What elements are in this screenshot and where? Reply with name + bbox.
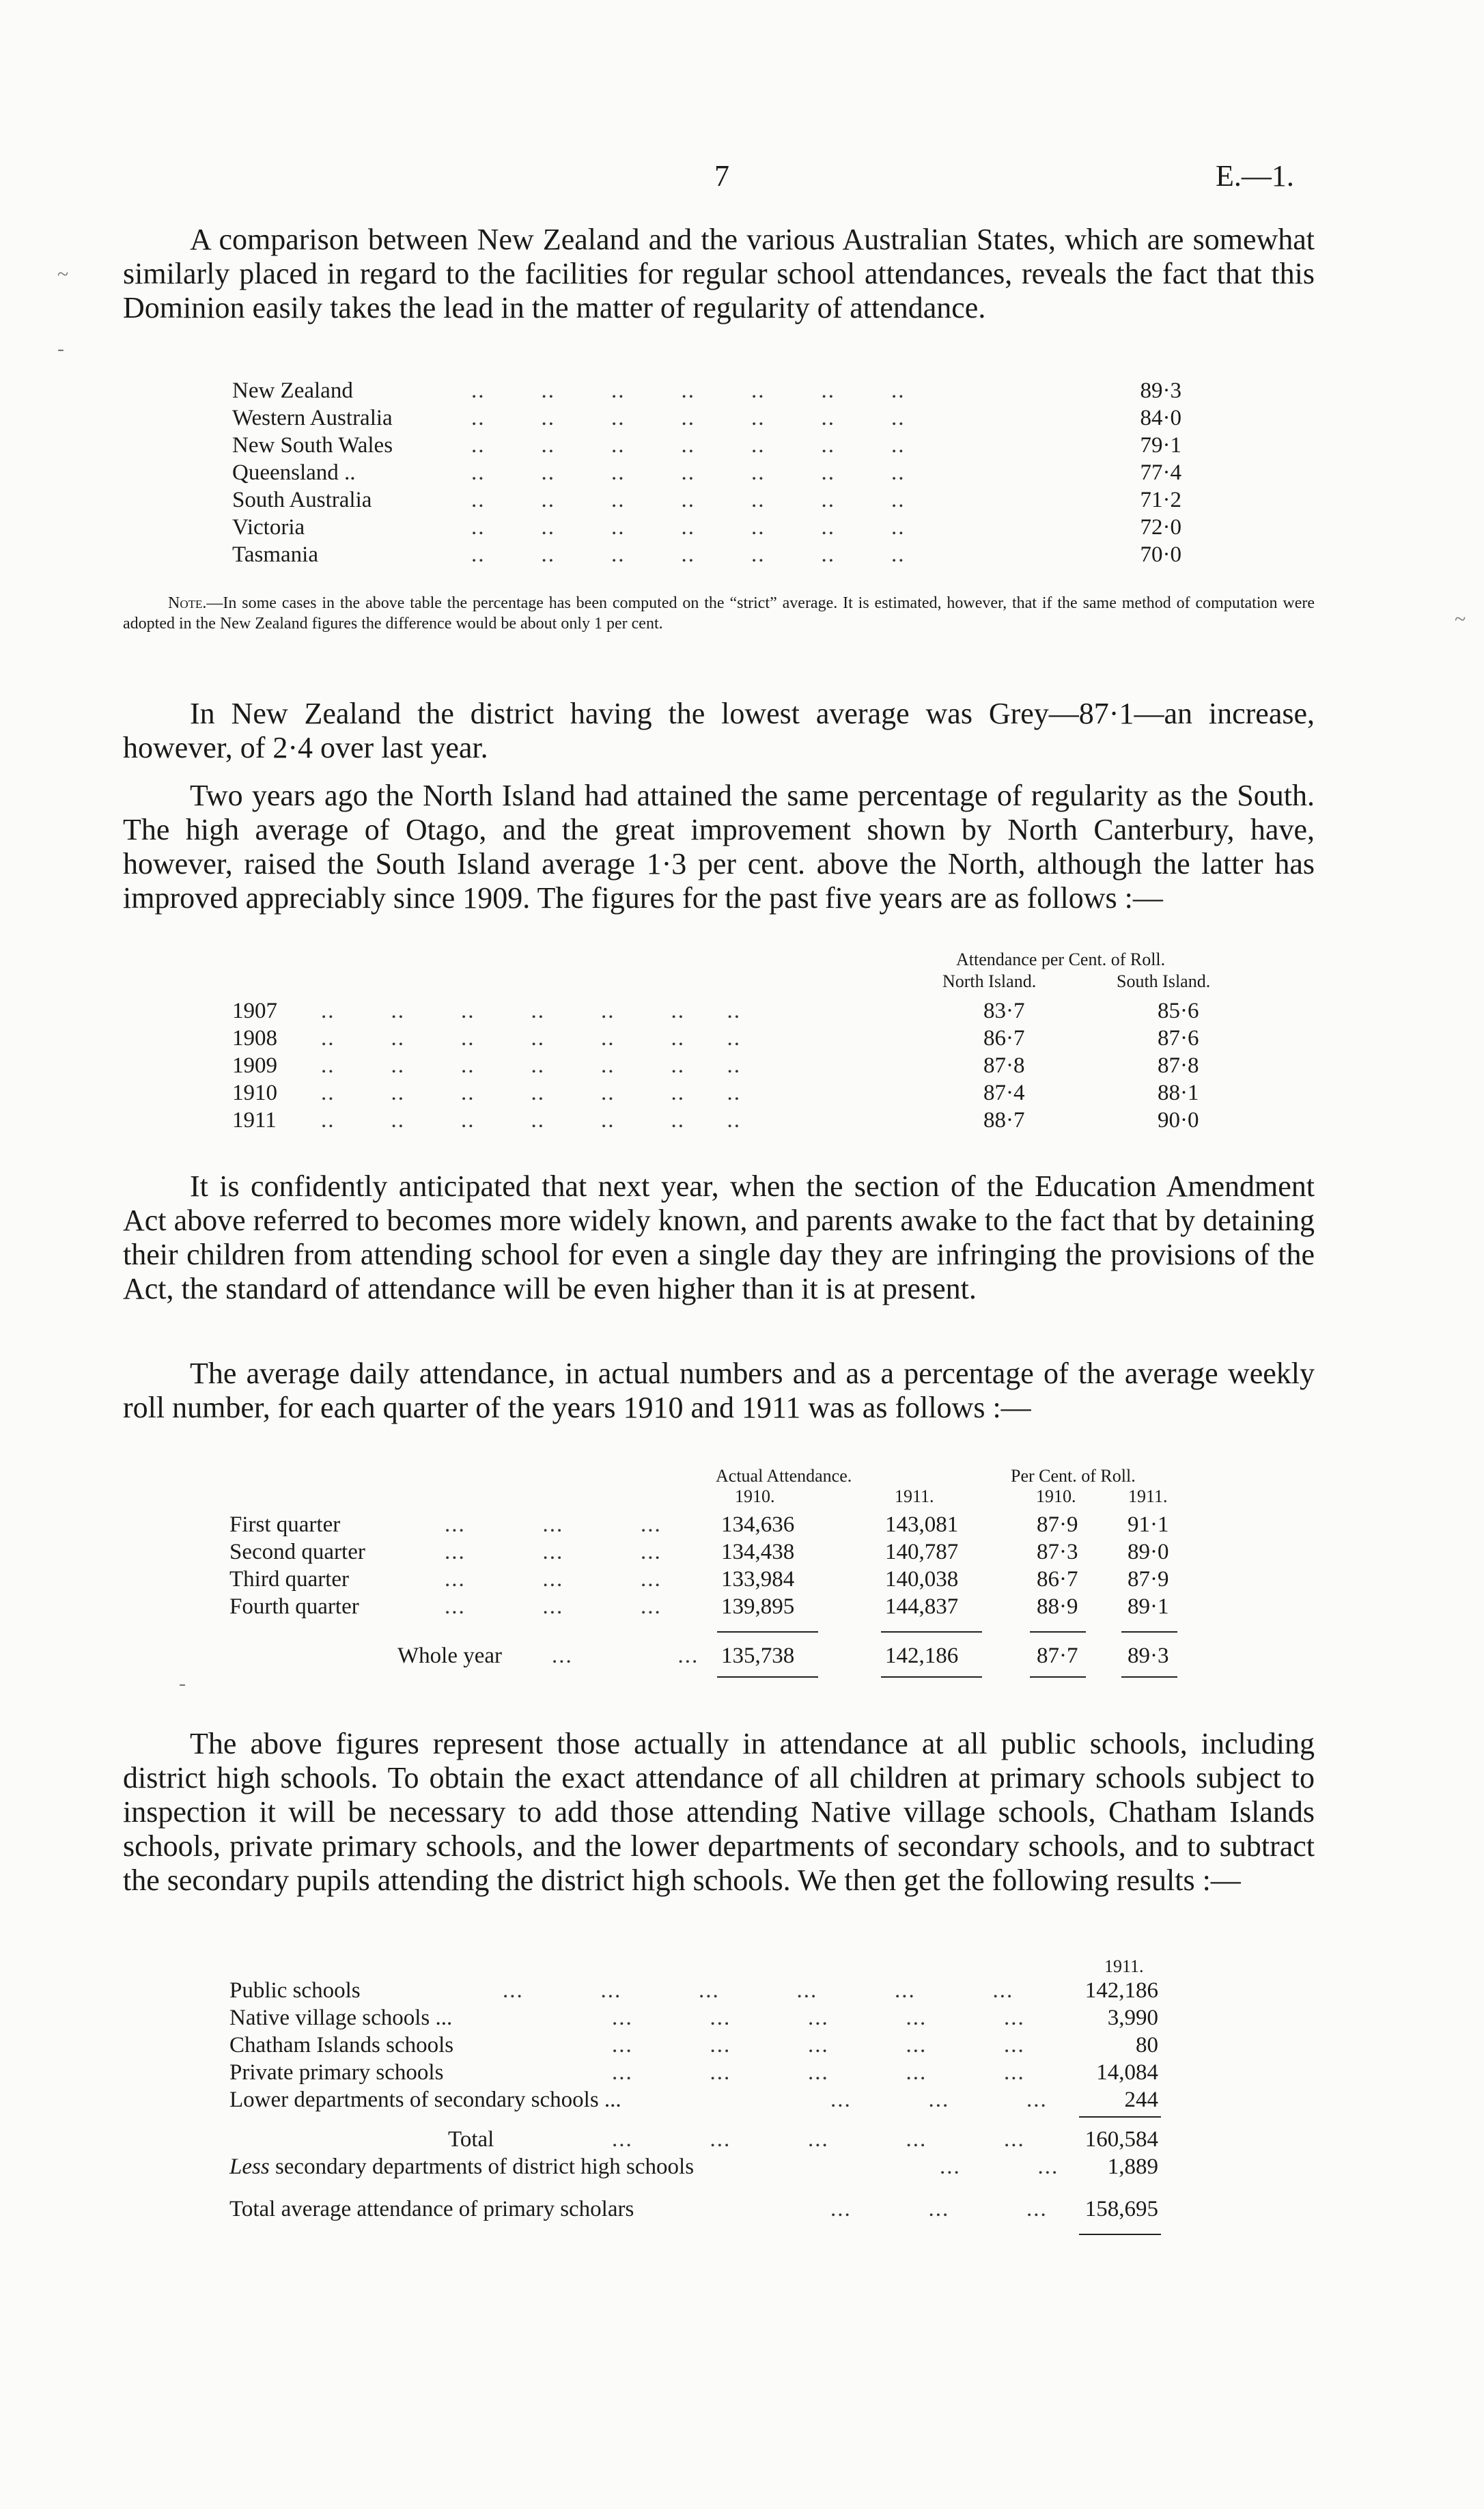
state-name: South Australia: [232, 488, 372, 512]
percent-roll-heading: Per Cent. of Roll.: [1011, 1466, 1136, 1486]
total-label: Total: [448, 2127, 494, 2152]
paragraph-anticipation: [123, 1169, 1315, 1306]
south-island-value: 87·8: [1158, 1053, 1199, 1078]
actual-1910: 135,738: [721, 1644, 795, 1668]
table-row: Fourth quarter ... ... ... 139,895 144,837 88·9 89·1: [229, 1594, 1169, 1619]
south-island-value: 87·6: [1158, 1026, 1199, 1051]
table-row: Total ... ... ... ... ... 160,584: [448, 2127, 1158, 2152]
document-series: E.—1.: [1216, 159, 1294, 193]
quarter-label: Third quarter: [229, 1567, 350, 1592]
north-island-value: 87·4: [983, 1081, 1025, 1105]
islands-attendance-table: [232, 997, 1257, 1134]
note-text: —In some cases in the above table the percentage has been computed on the “strict” average. It is estimated, however, that if the same method of computation were adopted in the New Zealand figures the difference would be about only 1 per cent.: [123, 594, 1315, 633]
table-row: 1908 .. .. .. .. .. .. .. 86·7 87·6: [232, 1026, 1199, 1051]
result-label: Private primary schools: [229, 2060, 444, 2085]
paragraph-text: A comparison between New Zealand and the various Australian States, which are somewhat similarly placed in regard to the facilities for regular school attendances, reveals the fact that this Dominion easily takes the lead in the matter of regularity of attendance.: [123, 223, 1315, 324]
table-row: Private primary schools ... ... ... ... ... 14,084: [229, 2060, 1158, 2085]
actual-1910: 139,895: [721, 1594, 795, 1619]
paragraph-comparison: [123, 223, 1315, 325]
table-row: 1911 .. .. .. .. .. .. .. 88·7 90·0: [232, 1108, 1199, 1133]
table-row: Western Australia .. .. .. .. .. .. .. 84·0: [232, 406, 1181, 430]
col-1911-actual: 1911.: [895, 1486, 934, 1506]
year-cell: 1911: [232, 1108, 277, 1133]
paragraph-text: Two years ago the North Island had attained the same percentage of regularity as the South. The high average of Otago, and the great improvement shown by North Canterbury, have, however, raised the South Island average 1·3 per cent. above the North, although the latter has improved appreciably since 1909. The figures for the past five years are as follows :—: [123, 779, 1315, 915]
col-1911-percent: 1911.: [1128, 1486, 1168, 1506]
result-value: 80: [1136, 2033, 1158, 2057]
south-island-value: 85·6: [1158, 999, 1199, 1023]
result-label: Native village schools ...: [229, 2006, 453, 2030]
table-row: Public schools ... ... ... ... ... ... 142,186: [229, 1978, 1158, 2003]
quarter-label: First quarter: [229, 1512, 341, 1537]
less-text: secondary departments of district high schools: [269, 2154, 695, 2179]
rule: [1121, 1631, 1177, 1633]
table-row: Lower departments of secondary schools ... ... ... ... 244: [229, 2088, 1158, 2112]
state-value: 72·0: [1140, 515, 1181, 540]
table-row: Whole year ... ... 135,738 142,186 87·7 89·3: [397, 1644, 1169, 1668]
actual-1911: 140,787: [885, 1540, 959, 1564]
results-grand-total: [229, 2195, 1254, 2223]
south-island-value: 88·1: [1158, 1081, 1199, 1105]
page-number: 7: [714, 159, 729, 193]
quarter-label: Second quarter: [229, 1540, 365, 1564]
grand-total-value: 158,695: [1084, 2197, 1158, 2221]
actual-1910: 134,636: [721, 1512, 795, 1537]
table-row: 1910 .. .. .. .. .. .. .. 87·4 88·1: [232, 1081, 1199, 1105]
result-label: Lower departments of secondary schools ...: [229, 2088, 621, 2112]
table-row: Native village schools ... ... ... ... ... ... 3,990: [229, 2006, 1158, 2030]
state-name: Tasmania: [232, 542, 318, 567]
table-row: Total average attendance of primary scholars ... ... ... 158,695: [229, 2197, 1158, 2221]
state-name: Queensland ..: [232, 460, 356, 485]
scan-mark: -: [179, 1672, 186, 1695]
states-attendance-table: [232, 377, 1209, 568]
percent-1911: 89·3: [1128, 1644, 1169, 1668]
paragraph-quarterly: [123, 1357, 1315, 1425]
year-cell: 1910: [232, 1081, 277, 1105]
north-island-value: 86·7: [983, 1026, 1025, 1051]
scan-mark: -: [57, 337, 64, 360]
table-row: South Australia .. .. .. .. .. .. .. 71·2: [232, 488, 1181, 512]
rule: [717, 1631, 818, 1633]
quarterly-total-row: [229, 1642, 1254, 1669]
table-row: 1907 .. .. .. .. .. .. .. 83·7 85·6: [232, 999, 1199, 1023]
paragraph-text: In New Zealand the district having the lowest average was Grey—87·1—an increase, however, of 2·4 over last year.: [123, 697, 1315, 764]
result-value: 14,084: [1096, 2060, 1158, 2085]
state-name: Western Australia: [232, 406, 393, 430]
result-value: 244: [1124, 2088, 1158, 2112]
less-value: 1,889: [1107, 2154, 1158, 2179]
state-name: New South Wales: [232, 433, 393, 458]
percent-1910: 88·9: [1037, 1594, 1078, 1619]
table-row: Second quarter ... ... ... 134,438 140,787 87·3 89·0: [229, 1540, 1169, 1564]
state-name: New Zealand: [232, 378, 353, 403]
quarter-label: Fourth quarter: [229, 1594, 359, 1619]
percent-1911: 87·9: [1128, 1567, 1169, 1592]
table-row: 1909 .. .. .. .. .. .. .. 87·8 87·8: [232, 1053, 1199, 1078]
rule: [1030, 1631, 1086, 1633]
rule: [1121, 1676, 1177, 1678]
whole-year-label: Whole year: [397, 1644, 502, 1668]
south-island-heading: South Island.: [1117, 971, 1211, 991]
state-value: 71·2: [1140, 488, 1181, 512]
rule: [1079, 2116, 1161, 2118]
table-footnote: [123, 593, 1315, 634]
less-word: Less: [229, 2154, 270, 2179]
state-value: 70·0: [1140, 542, 1181, 567]
table-row: Less secondary departments of district high schools ... ... 1,889: [229, 2154, 1158, 2179]
actual-1910: 134,438: [721, 1540, 795, 1564]
less-label: [229, 2153, 694, 2180]
percent-1911: 91·1: [1128, 1512, 1169, 1537]
north-island-value: 87·8: [983, 1053, 1025, 1078]
results-table: [229, 1977, 1254, 2113]
percent-1911: 89·1: [1128, 1594, 1169, 1619]
north-island-value: 88·7: [983, 1108, 1025, 1133]
result-label: Public schools: [229, 1978, 361, 2003]
table-row: Victoria .. .. .. .. .. .. .. 72·0: [232, 515, 1181, 540]
scan-mark: ~: [57, 263, 69, 286]
north-island-value: 83·7: [983, 999, 1025, 1023]
percent-1911: 89·0: [1128, 1540, 1169, 1564]
paragraph-text: It is confidently anticipated that next year, when the section of the Education Amendment Act above referred to becomes more widely known, and parents awake to the fact that by detaining their children from attending school for even a single day they are infringing the provisions of the Act, the standard of attendance will be even higher than it is at present.: [123, 1169, 1315, 1305]
total-value: 160,584: [1084, 2127, 1158, 2152]
percent-1910: 87·7: [1037, 1644, 1078, 1668]
paragraph-text: The above figures represent those actually in attendance at all public schools, including district high schools. To obtain the exact attendance of all children at primary schools subject to inspection it will be necessary to add those attending Native village schools, Chatham Islands schools, private primary schools, and the lower departments of secondary schools, and to subtract the secondary pupils attending the district high schools. We then get the following results :—: [123, 1727, 1315, 1897]
state-value: 77·4: [1140, 460, 1181, 485]
result-label: Chatham Islands schools: [229, 2033, 454, 2057]
actual-1910: 133,984: [721, 1567, 795, 1592]
actual-1911: 143,081: [885, 1512, 959, 1537]
col-1910-percent: 1910.: [1036, 1486, 1076, 1506]
state-name: Victoria: [232, 515, 305, 540]
table-row: First quarter ... ... ... 134,636 143,081 87·9 91·1: [229, 1512, 1169, 1537]
paragraph-islands: [123, 779, 1315, 915]
result-value: 142,186: [1084, 1978, 1158, 2003]
table-row: Tasmania .. .. .. .. .. .. .. 70·0: [232, 542, 1181, 567]
percent-1910: 86·7: [1037, 1567, 1078, 1592]
rule: [1030, 1676, 1086, 1678]
rule: [881, 1631, 982, 1633]
note-label: Note.: [168, 594, 207, 612]
paragraph-text: The average daily attendance, in actual numbers and as a percentage of the average weekly roll number, for each quarter of the years 1910 and 1911 was as follows :—: [123, 1357, 1315, 1424]
actual-1911: 142,186: [885, 1644, 959, 1668]
table-row: Chatham Islands schools ... ... ... ... ... 80: [229, 2033, 1158, 2057]
paragraph-grey-district: [123, 697, 1315, 765]
year-cell: 1909: [232, 1053, 277, 1078]
table-row: Queensland .. .. .. .. .. .. .. .. 77·4: [232, 460, 1181, 485]
state-value: 89·3: [1140, 378, 1181, 403]
year-cell: 1907: [232, 999, 277, 1023]
table-row: New Zealand .. .. .. .. .. .. .. 89·3: [232, 378, 1181, 403]
percent-1910: 87·3: [1037, 1540, 1078, 1564]
scan-mark: ~: [1455, 608, 1466, 630]
actual-attendance-heading: Actual Attendance.: [716, 1466, 852, 1486]
islands-table-heading: Attendance per Cent. of Roll.: [956, 949, 1166, 969]
results-year-heading: 1911.: [1104, 1956, 1144, 1976]
rule: [881, 1676, 982, 1678]
year-cell: 1908: [232, 1026, 277, 1051]
south-island-value: 90·0: [1158, 1108, 1199, 1133]
grand-total-label: Total average attendance of primary scholars: [229, 2197, 634, 2221]
actual-1911: 144,837: [885, 1594, 959, 1619]
table-row: New South Wales .. .. .. .. .. .. .. 79·1: [232, 433, 1181, 458]
quarterly-attendance-table: [229, 1511, 1254, 1620]
table-row: Third quarter ... ... ... 133,984 140,038 86·7 87·9: [229, 1567, 1169, 1592]
paragraph-results: [123, 1727, 1315, 1898]
result-value: 3,990: [1107, 2006, 1158, 2030]
rule: [717, 1676, 818, 1678]
actual-1911: 140,038: [885, 1567, 959, 1592]
percent-1910: 87·9: [1037, 1512, 1078, 1537]
state-value: 79·1: [1140, 433, 1181, 458]
state-value: 84·0: [1140, 406, 1181, 430]
results-totals: [229, 2126, 1254, 2180]
rule: [1079, 2234, 1161, 2235]
north-island-heading: North Island.: [942, 971, 1037, 991]
col-1910-actual: 1910.: [735, 1486, 775, 1506]
